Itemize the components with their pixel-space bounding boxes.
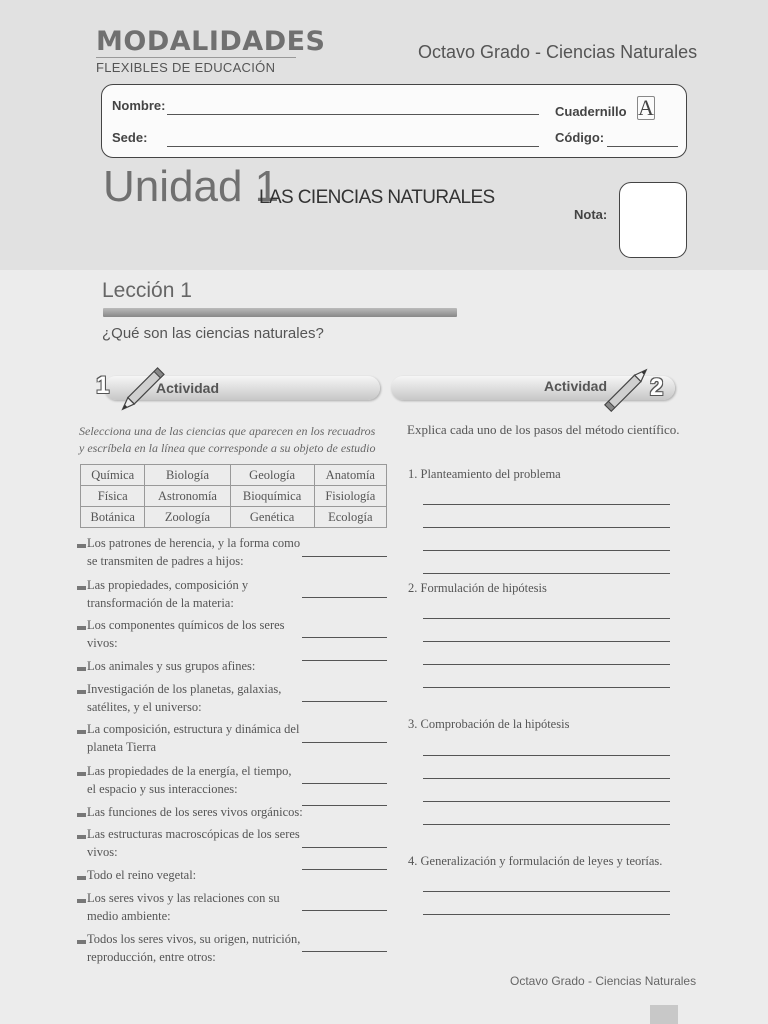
logo-title: MODALIDADES: [96, 26, 326, 57]
science-cell: Biología: [145, 465, 230, 486]
code-field[interactable]: [607, 146, 678, 147]
science-cell: Química: [81, 465, 145, 486]
answer-line[interactable]: [302, 556, 387, 557]
study-object-item: Investigación de los planetas, galaxias, satélites, y el universo:: [87, 682, 282, 714]
study-object-item: Los animales y sus grupos afines:: [87, 659, 256, 673]
site-field[interactable]: [167, 146, 539, 147]
name-field[interactable]: [167, 114, 539, 115]
study-object-item: Las funciones de los seres vivos orgánicos:: [87, 805, 303, 819]
grade-box[interactable]: [619, 182, 687, 258]
booklet-label: Cuadernillo: [555, 104, 627, 119]
bullet-icon: [77, 544, 86, 548]
science-cell: Botánica: [81, 507, 145, 528]
writing-line[interactable]: [423, 527, 670, 528]
bullet-icon: [77, 835, 86, 839]
study-object-item: Todos los seres vivos, su origen, nutrición, reproducción, entre otros:: [87, 932, 301, 964]
writing-line[interactable]: [423, 641, 670, 642]
study-object-item: Los componentes químicos de los seres vivos:: [87, 618, 285, 650]
science-cell: Astronomía: [145, 486, 230, 507]
answer-line[interactable]: [302, 742, 387, 743]
page-corner-tab: [650, 1005, 678, 1024]
writing-line[interactable]: [423, 664, 670, 665]
writing-line[interactable]: [423, 824, 670, 825]
answer-line[interactable]: [302, 805, 387, 806]
science-cell: Física: [81, 486, 145, 507]
bullet-icon: [77, 667, 86, 671]
study-object-item: Todo el reino vegetal:: [87, 868, 197, 882]
bullet-icon: [77, 813, 86, 817]
booklet-letter: A: [638, 95, 654, 120]
pencil-icon: [594, 360, 654, 420]
activity-2-instructions: Explica cada uno de los pasos del método científico.: [407, 422, 680, 437]
logo-rule: [96, 57, 296, 58]
bullet-icon: [77, 730, 86, 734]
lesson-title: Lección 1: [102, 279, 192, 302]
bullet-icon: [77, 690, 86, 694]
sciences-table: [80, 464, 387, 528]
science-cell: Anatomía: [314, 465, 386, 486]
writing-line[interactable]: [423, 687, 670, 688]
answer-line[interactable]: [302, 783, 387, 784]
science-cell: Genética: [230, 507, 314, 528]
activity-1-instructions: Selecciona una de las ciencias que aparecen en los recuadros y escríbela en la línea que corresponde a su objeto de estudio: [79, 424, 376, 455]
writing-line[interactable]: [423, 801, 670, 802]
answer-line[interactable]: [302, 597, 387, 598]
writing-line[interactable]: [423, 573, 670, 574]
method-step: 4. Generalización y formulación de leyes y teorías.: [408, 854, 663, 868]
method-step: 3. Comprobación de la hipótesis: [408, 717, 570, 731]
science-cell: Zoología: [145, 507, 230, 528]
code-label: Código:: [555, 130, 605, 145]
method-step: 1. Planteamiento del problema: [408, 467, 561, 481]
study-object-item: Los seres vivos y las relaciones con su medio ambiente:: [87, 891, 280, 923]
answer-line[interactable]: [302, 847, 387, 848]
study-object-item: Las estructuras macroscópicas de los seres vivos:: [87, 827, 300, 859]
lesson-underline-bar: [103, 308, 457, 317]
bullet-icon: [77, 940, 86, 944]
activity-2-number: 2: [650, 374, 664, 401]
writing-line[interactable]: [423, 755, 670, 756]
name-label: Nombre:: [112, 98, 166, 113]
writing-line[interactable]: [423, 550, 670, 551]
science-cell: Geología: [230, 465, 314, 486]
unit-subtitle: LAS CIENCIAS NATURALES: [259, 187, 495, 208]
bullet-icon: [77, 876, 86, 880]
science-cell: Bioquímica: [230, 486, 314, 507]
study-object-item: Las propiedades, composición y transformación de la materia:: [87, 578, 249, 610]
writing-line[interactable]: [423, 618, 670, 619]
lesson-question: ¿Qué son las ciencias naturales?: [102, 325, 324, 342]
answer-line[interactable]: [302, 951, 387, 952]
answer-line[interactable]: [302, 637, 387, 638]
footer-grade-title: Octavo Grado - Ciencias Naturales: [510, 974, 697, 988]
study-object-item: La composición, estructura y dinámica del planeta Tierra: [87, 722, 300, 754]
bullet-icon: [77, 626, 86, 630]
logo-subtitle: FLEXIBLES DE EDUCACIÓN: [96, 60, 276, 75]
study-object-item: Las propiedades de la energía, el tiempo, el espacio y sus interacciones:: [87, 764, 292, 796]
bullet-icon: [77, 899, 86, 903]
writing-line[interactable]: [423, 914, 670, 915]
study-object-item: Los patrones de herencia, y la forma como se transmiten de padres a hijos:: [87, 536, 301, 568]
method-step: 2. Formulación de hipótesis: [408, 581, 547, 595]
writing-line[interactable]: [423, 891, 670, 892]
activity-1-label: Actividad: [156, 380, 220, 396]
answer-line[interactable]: [302, 910, 387, 911]
grade-label: Nota:: [574, 207, 608, 222]
grade-title: Octavo Grado - Ciencias Naturales: [418, 42, 698, 62]
pencil-icon: [112, 362, 172, 422]
bullet-icon: [77, 586, 86, 590]
unit-title: Unidad 1: [103, 162, 280, 211]
answer-line[interactable]: [302, 701, 387, 702]
answer-line[interactable]: [302, 869, 387, 870]
activity-2-label: Actividad: [544, 378, 608, 394]
answer-line[interactable]: [302, 660, 387, 661]
science-cell: Ecología: [314, 507, 386, 528]
site-label: Sede:: [112, 130, 148, 145]
bullet-icon: [77, 772, 86, 776]
science-cell: Fisiología: [314, 486, 386, 507]
writing-line[interactable]: [423, 778, 670, 779]
activity-1-number: 1: [96, 372, 110, 399]
writing-line[interactable]: [423, 504, 670, 505]
